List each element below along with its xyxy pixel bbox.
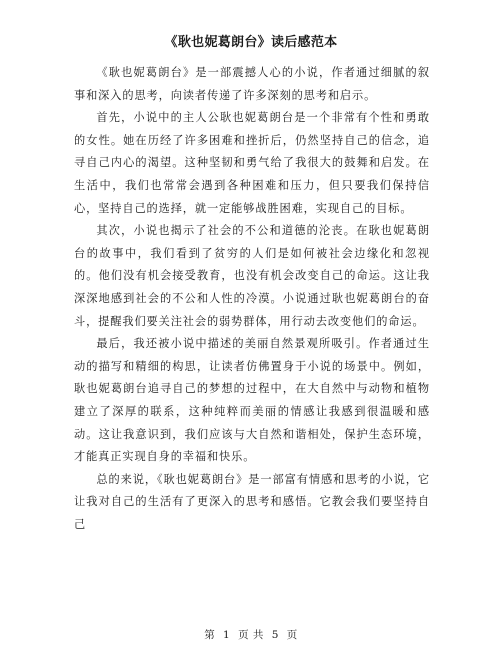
footer-total-pages: 5: [271, 629, 279, 641]
paragraph-second: 其次，小说也揭示了社会的不公和道德的沦丧。在耿也妮葛朗台的故事中，我们看到了贫穷的人们是如何被社会边缘化和忽视的。他们没有机会接受教育，也没有机会改变自己的命运。这让我深深地感到社会的不公和人性的冷漠。小说通过耿也妮葛朗台的奋斗，提醒我们要关注社会的弱势群体，用行动去改变他们的命运。: [74, 224, 430, 328]
document-title: 《耿也妮葛朗台》读后感范本: [164, 35, 338, 50]
paragraph-intro: 《耿也妮葛朗台》是一部震撼人心的小说，作者通过细腻的叙事和深入的思考，向读者传递了许多深刻的思考和启示。: [74, 66, 430, 102]
footer-prefix: 第: [204, 629, 216, 641]
paragraph-first: 首先，小说中的主人公耿也妮葛朗台是一个非常有个性和勇敢的女性。她在历经了许多困难和挫折后，仍然坚持自己的信念，追寻自己内心的渴望。这种坚韧和勇气给了我很大的鼓舞和启发。在生活中，我们也常常会遇到各种困难和压力，但只要我们保持信心，坚持自己的选择，就一定能够战胜困难，实现自己的目标。: [74, 111, 430, 215]
paragraph-summary: 总的来说，《耿也妮葛朗台》是一部富有情感和思考的小说，它让我对自己的生活有了更深入的思考和感悟。它教会我们要坚持自己: [74, 472, 430, 531]
footer-middle: 页 共: [238, 629, 264, 641]
paragraph-last: 最后，我还被小说中描述的美丽自然景观所吸引。作者通过生动的描写和精细的构思，让读者仿佛置身于小说的场景中。例如，耿也妮葛朗台追寻自己的梦想的过程中，在大自然中与动物和植物建立了深厚的联系，这种纯粹而美丽的情感让我感到很温暖和感动。这让我意识到，我们应该与大自然和谐相处，保护生态环境，才能真正实现自身的幸福和快乐。: [74, 337, 430, 464]
footer-suffix: 页: [286, 629, 298, 641]
page-footer: [0, 628, 502, 642]
document-body: [74, 62, 430, 536]
footer-current-page: 1: [223, 629, 231, 641]
